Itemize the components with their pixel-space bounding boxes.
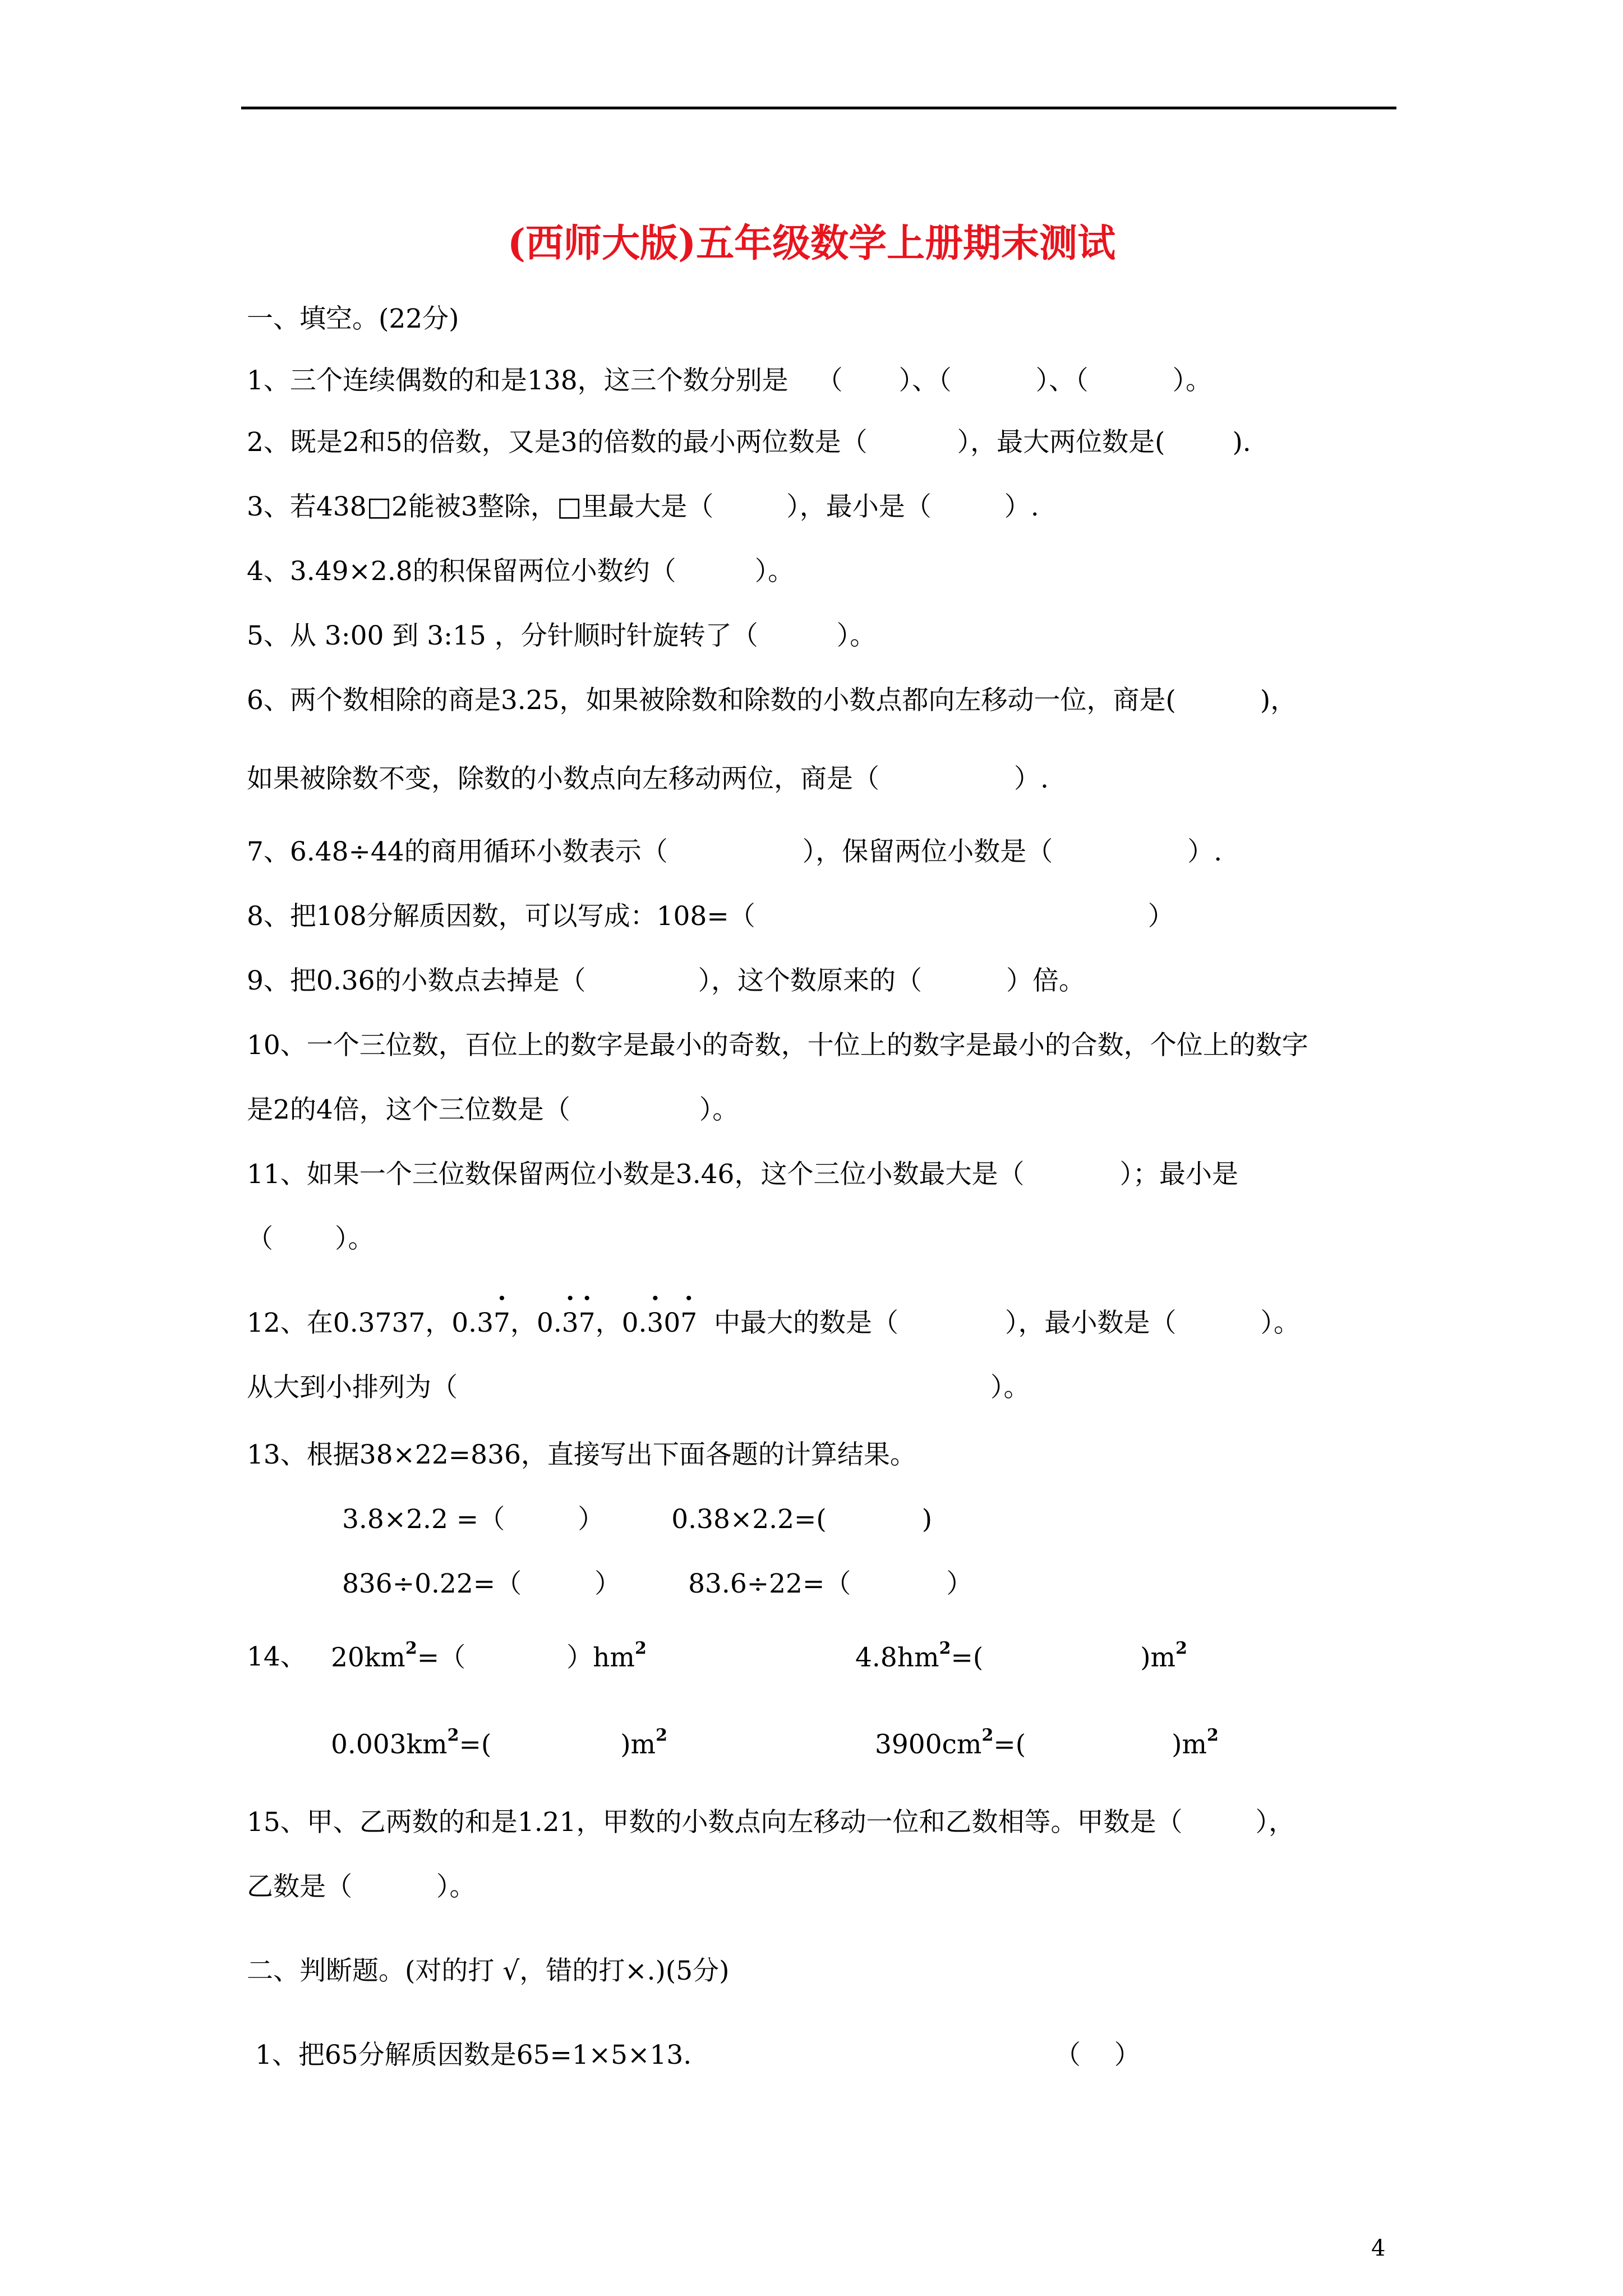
question-14-b: $4.8hm^2=$( )$m^2$: [855, 1639, 1187, 1673]
question-12: 12、在0.3737，0.3· 7，0.· 3· 7，0.· 30· 7 中最大的数是（ ），最小数是（ ）。: [247, 1310, 1300, 1336]
repeating-digit: · 3: [562, 1310, 579, 1336]
question-5: 5、从 3:00 到 3:15 ，分针顺时针旋转了（ ）。: [247, 620, 877, 651]
question-11-cont: （ ）。: [247, 1223, 375, 1254]
question-13-row1: 3.8×2.2 =（ ） 0.38×2.2=( ): [342, 1504, 933, 1535]
question-1: 1、三个连续偶数的和是138，这三个数分别是 （ ）、（ ）、（ ）。: [247, 365, 1212, 396]
question-15-cont: 乙数是（ ）。: [247, 1871, 476, 1902]
question-4: 4、3.49×2.8的积保留两位小数约（ ）。: [247, 556, 795, 587]
question-7: 7、6.48÷44的商用循环小数表示（ ），保留两位小数是（ ）.: [247, 836, 1223, 867]
question-2: 2、既是2和5的倍数，又是3的倍数的最小两位数是（ ），最大两位数是( ).: [247, 427, 1251, 458]
question-15: 15、甲、乙两数的和是1.21，甲数的小数点向左移动一位和乙数相等。甲数是（ ），: [247, 1807, 1295, 1838]
question-11: 11、如果一个三位数保留两位小数是3.46，这个三位小数最大是（ ）；最小是: [247, 1159, 1238, 1190]
question-14-d: $3900cm^2=$( )$m^2$: [875, 1726, 1219, 1760]
page-number: 4: [1371, 2235, 1386, 2261]
question-14-a: $20km^2=$（ ）$hm^2$: [331, 1639, 647, 1673]
question-9: 9、把0.36的小数点去掉是（ ），这个数原来的（ ）倍。: [247, 965, 1086, 996]
question-10-cont: 是2的4倍，这个三位数是（ ）。: [247, 1094, 739, 1125]
repeating-digit: · 3: [647, 1310, 663, 1336]
question-14-c: $0.003km^2=$( )$m^2$: [331, 1726, 667, 1760]
repeating-digit: · 7: [579, 1310, 596, 1336]
question-12-cont: 从大到小排列为（ ）。: [247, 1372, 1030, 1403]
question-6: 6、两个数相除的商是3.25，如果被除数和除数的小数点都向左移动一位，商是( )，: [247, 685, 1297, 716]
question-10: 10、一个三位数，百位上的数字是最小的奇数，十位上的数字是最小的合数，个位上的数字: [247, 1030, 1308, 1061]
judge-answer-box[interactable]: （ ）: [1054, 2040, 1141, 2070]
question-13-row2: 836÷0.22=（ ） 83.6÷22=（ ）: [342, 1568, 973, 1599]
repeating-digit: · 7: [680, 1310, 697, 1336]
question-13: 13、根据38×22=836，直接写出下面各题的计算结果。: [247, 1439, 916, 1470]
section2-heading: 二、判断题。(对的打 √，错的打×.)(5分): [247, 1955, 730, 1986]
question-3: 3、若438□2能被3整除，□里最大是（ ），最小是（ ）.: [247, 491, 1039, 522]
question-8: 8、把108分解质因数，可以写成：108=（ ）: [247, 901, 1174, 932]
question-6-cont: 如果被除数不变，除数的小数点向左移动两位，商是（ ）.: [247, 763, 1049, 794]
judge-question-1: 1、把65分解质因数是65=1×5×13.: [255, 2040, 692, 2070]
page-title: (西师大版)五年级数学上册期末测试: [507, 221, 1116, 266]
section1-heading: 一、填空。(22分): [247, 303, 459, 334]
header-rule: [241, 107, 1396, 109]
question-14-num: 14、: [247, 1641, 307, 1672]
repeating-digit: · 7: [494, 1310, 510, 1336]
